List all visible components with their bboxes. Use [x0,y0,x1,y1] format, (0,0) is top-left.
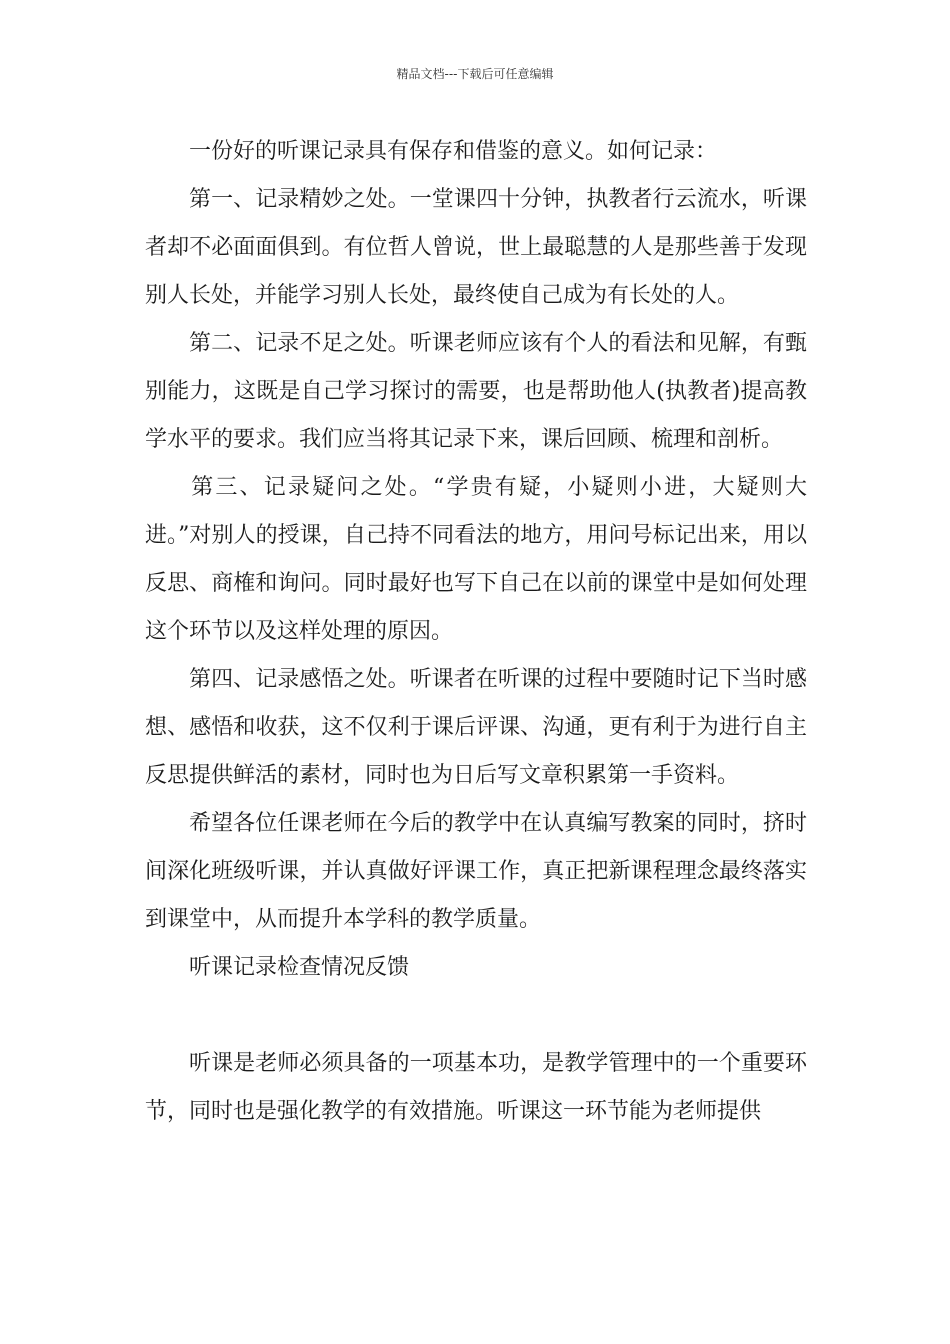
page-header: 精品文档---下载后可任意编辑 [396,67,554,81]
paragraph-point-1: 第一、记录精妙之处。一堂课四十分钟，执教者行云流水，听课者却不必面面俱到。有位哲人曾说，世上最聪慧的人是那些善于发现别人长处，并能学习别人长处，最终使自己成为有长处的人。 [145,187,807,308]
paragraph-point-4: 第四、记录感悟之处。听课者在听课的过程中要随时记下当时感想、感悟和收获，这不仅利于课后评课、沟通，更有利于为进行自主反思提供鲜活的素材，同时也为日后写文章积累第一手资料。 [145,667,807,788]
paragraph-section-1: 听课是老师必须具备的一项基本功，是教学管理中的一个重要环节，同时也是强化教学的有效措施。听课这一环节能为老师提供 [145,1051,807,1124]
blank-line [145,992,807,1040]
paragraph-point-3: 第三、记录疑问之处。“学贵有疑，小疑则小进，大疑则大进。”对别人的授课，自己持不同看法的地方，用问号标记出来，用以反思、商榷和询问。同时最好也写下自己在以前的课堂中是如何处理这个环节以及这样处理的原因。 [145,475,807,644]
paragraph-intro: 一份好的听课记录具有保存和借鉴的意义。如何记录： [189,139,718,164]
section-title: 听课记录检查情况反馈 [189,955,410,980]
paragraph-conclusion: 希望各位任课老师在今后的教学中在认真编写教案的同时，挤时间深化班级听课，并认真做好评课工作，真正把新课程理念最终落实到课堂中，从而提升本学科的教学质量。 [145,811,807,932]
document-body [145,128,807,1136]
paragraph-point-2: 第二、记录不足之处。听课老师应该有个人的看法和见解，有甄别能力，这既是自己学习探讨的需要，也是帮助他人(执教者)提高教学水平的要求。我们应当将其记录下来，课后回顾、梳理和剖析。 [145,331,807,452]
